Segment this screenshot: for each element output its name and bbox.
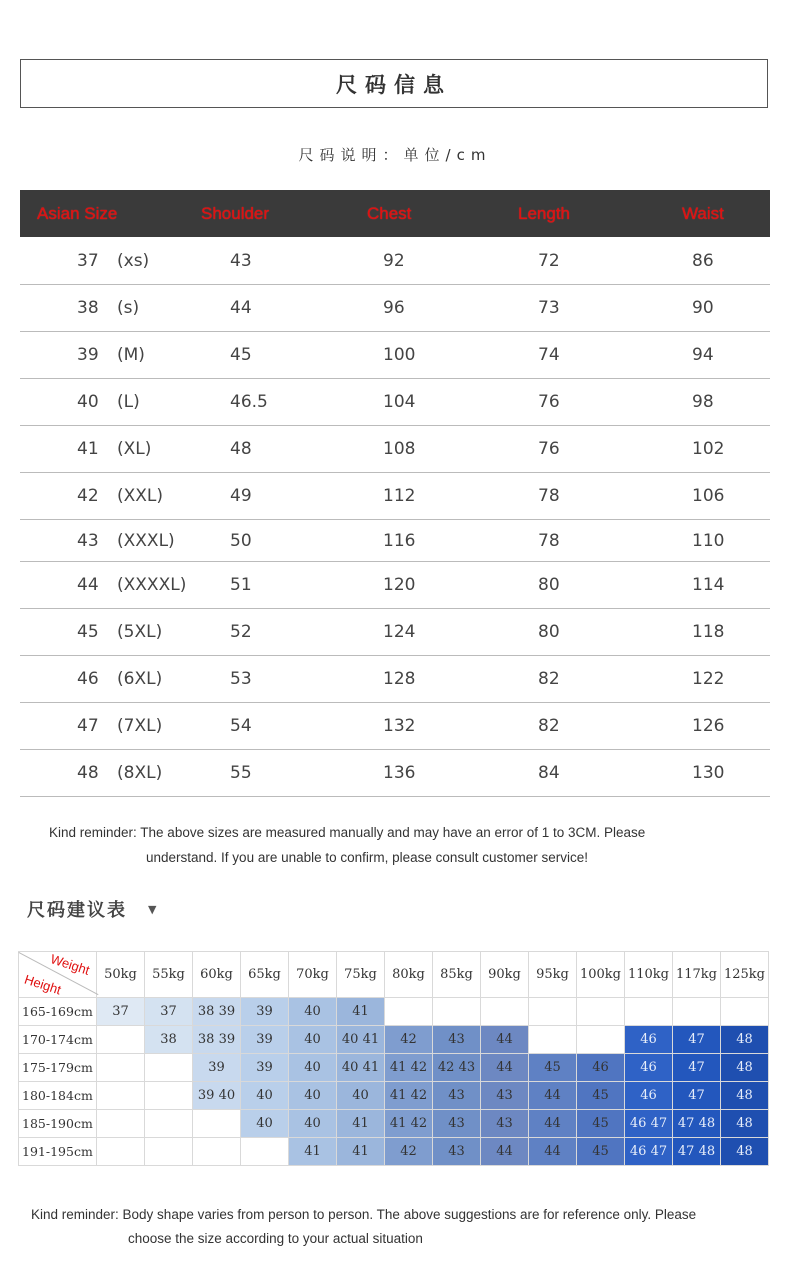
- size-cell-label: (5XL): [117, 622, 163, 642]
- size-suggestion-cell: 44: [529, 1138, 577, 1166]
- size-suggestion-cell: 39: [241, 1026, 289, 1054]
- size-cell-label: (8XL): [117, 763, 163, 783]
- size-suggestion-cell: 40: [289, 1054, 337, 1082]
- size-suggestion-cell: [145, 1110, 193, 1138]
- size-suggestion-cell: 43: [433, 1082, 481, 1110]
- size-cell-shoulder: 52: [230, 622, 252, 642]
- size-cell-length: 78: [538, 486, 560, 506]
- size-suggestion-cell: [145, 1138, 193, 1166]
- col-asian-size: Asian Size: [37, 204, 118, 223]
- size-suggestion-cell: 37: [97, 998, 145, 1026]
- size-cell-shoulder: 43: [230, 250, 252, 271]
- size-suggestion-cell: [577, 1026, 625, 1054]
- weight-header: 60kg: [193, 952, 241, 998]
- size-suggestion-cell: 45: [577, 1082, 625, 1110]
- table-row: [19, 1082, 769, 1110]
- size-cell-length: 80: [538, 575, 560, 595]
- size-suggestion-cell: 47: [673, 1054, 721, 1082]
- unit-note: 尺码说明：单位/cm: [298, 146, 492, 164]
- size-cell-waist: 98: [692, 392, 714, 412]
- size-cell-num: 40: [77, 392, 99, 412]
- recommend-title: 尺码建议表: [27, 900, 127, 921]
- size-suggestion-cell: 40 41: [337, 1026, 385, 1054]
- size-suggestion-cell: 42 43: [433, 1054, 481, 1082]
- size-suggestion-cell: 48: [721, 1054, 769, 1082]
- size-suggestion-cell: [97, 1054, 145, 1082]
- size-suggestion-cell: 48: [721, 1082, 769, 1110]
- col-shoulder: Shoulder: [201, 204, 270, 223]
- height-header: 175-179cm: [19, 1054, 97, 1082]
- size-suggestion-cell: 42: [385, 1026, 433, 1054]
- size-suggestion-cell: [721, 998, 769, 1026]
- size-cell-length: 82: [538, 716, 560, 736]
- size-suggestion-cell: 47 48: [673, 1110, 721, 1138]
- size-cell-chest: 128: [383, 669, 416, 689]
- size-suggestion-cell: 43: [481, 1110, 529, 1138]
- weight-header: 55kg: [145, 952, 193, 998]
- size-suggestion-cell: 48: [721, 1138, 769, 1166]
- size-suggestion-cell: [385, 998, 433, 1026]
- size-cell-waist: 114: [692, 575, 725, 595]
- size-suggestion-cell: [97, 1082, 145, 1110]
- size-suggestion-cell: 41 42: [385, 1110, 433, 1138]
- size-cell-num: 48: [77, 763, 99, 783]
- table-row: [19, 1138, 769, 1166]
- height-header: 180-184cm: [19, 1082, 97, 1110]
- size-cell-shoulder: 54: [230, 716, 252, 736]
- size-cell-shoulder: 50: [230, 530, 252, 551]
- size-suggestion-cell: 41: [337, 1138, 385, 1166]
- size-cell-chest: 116: [383, 530, 416, 551]
- size-cell-chest: 132: [383, 716, 416, 736]
- size-cell-num: 38: [77, 298, 99, 318]
- size-suggestion-cell: 47 48: [673, 1138, 721, 1166]
- size-cell-num: 37: [77, 250, 99, 271]
- size-cell-shoulder: 48: [230, 439, 252, 459]
- size-cell-num: 43: [77, 530, 99, 551]
- weight-label: Weight: [48, 951, 92, 978]
- size-suggestion-cell: 39 40: [193, 1082, 241, 1110]
- size-suggestion-cell: 38: [145, 1026, 193, 1054]
- table-row: [20, 473, 770, 520]
- weight-header-row: [19, 952, 769, 998]
- size-cell-chest: 100: [383, 345, 416, 365]
- dropdown-arrow-icon[interactable]: ▼: [148, 903, 157, 916]
- size-cell-label: (L): [117, 392, 140, 412]
- size-cell-waist: 110: [692, 530, 725, 551]
- size-cell-shoulder: 49: [230, 486, 252, 506]
- size-suggestion-cell: 39: [193, 1054, 241, 1082]
- size-suggestion-cell: [625, 998, 673, 1026]
- size-cell-chest: 96: [383, 298, 405, 318]
- weight-header: 100kg: [577, 952, 625, 998]
- size-cell-label: (XL): [117, 439, 152, 459]
- table-row: [20, 562, 770, 609]
- table-row: [20, 379, 770, 426]
- size-suggestion-cell: [97, 1026, 145, 1054]
- table-row: [19, 1110, 769, 1138]
- table-row: [20, 656, 770, 703]
- size-suggestion-cell: [433, 998, 481, 1026]
- reminder2-line-2: choose the size according to your actual situation: [128, 1231, 423, 1246]
- size-cell-label: (M): [117, 345, 145, 365]
- size-suggestion-cell: 43: [481, 1082, 529, 1110]
- height-header: 170-174cm: [19, 1026, 97, 1054]
- weight-header: 125kg: [721, 952, 769, 998]
- size-suggestion-cell: [481, 998, 529, 1026]
- size-cell-waist: 130: [692, 763, 725, 783]
- size-cell-length: 84: [538, 763, 560, 783]
- table-row: [20, 237, 770, 285]
- size-cell-shoulder: 55: [230, 763, 252, 783]
- reminder-line-1: Kind reminder: The above sizes are measured manually and may have an error of 1 to 3CM. Please: [49, 825, 646, 840]
- col-chest: Chest: [367, 204, 412, 223]
- weight-header: 110kg: [625, 952, 673, 998]
- size-suggestion-cell: 47: [673, 1026, 721, 1054]
- table-row: [20, 609, 770, 656]
- size-cell-num: 47: [77, 716, 99, 736]
- size-suggestion-cell: [577, 998, 625, 1026]
- size-cell-label: (xs): [117, 250, 150, 271]
- page-title: 尺码信息: [20, 59, 768, 108]
- size-table-header: [20, 190, 770, 237]
- reminder-line-2: understand. If you are unable to confirm, please consult customer service!: [146, 850, 588, 865]
- weight-header: 70kg: [289, 952, 337, 998]
- table-row: [19, 1026, 769, 1054]
- size-suggestion-cell: 43: [433, 1138, 481, 1166]
- corner-cell: [19, 952, 97, 998]
- size-recommendation-table: [18, 951, 769, 1166]
- size-cell-waist: 126: [692, 716, 725, 736]
- weight-header: 117kg: [673, 952, 721, 998]
- size-cell-shoulder: 46.5: [230, 392, 268, 412]
- size-cell-chest: 136: [383, 763, 416, 783]
- size-suggestion-cell: 41 42: [385, 1082, 433, 1110]
- size-cell-waist: 122: [692, 669, 725, 689]
- size-cell-num: 41: [77, 439, 99, 459]
- size-cell-label: (6XL): [117, 669, 163, 689]
- weight-header: 80kg: [385, 952, 433, 998]
- size-suggestion-cell: 43: [433, 1026, 481, 1054]
- size-suggestion-cell: [97, 1110, 145, 1138]
- size-suggestion-cell: 44: [481, 1138, 529, 1166]
- size-cell-chest: 108: [383, 439, 416, 459]
- size-cell-shoulder: 53: [230, 669, 252, 689]
- size-suggestion-cell: [97, 1138, 145, 1166]
- weight-header: 65kg: [241, 952, 289, 998]
- height-header: 165-169cm: [19, 998, 97, 1026]
- size-cell-length: 82: [538, 669, 560, 689]
- size-suggestion-cell: 41: [337, 998, 385, 1026]
- size-suggestion-cell: 41: [337, 1110, 385, 1138]
- size-suggestion-cell: 46: [625, 1026, 673, 1054]
- size-suggestion-cell: 44: [481, 1026, 529, 1054]
- table-row: [20, 750, 770, 797]
- size-table: [20, 190, 770, 797]
- size-suggestion-cell: 43: [433, 1110, 481, 1138]
- size-cell-shoulder: 44: [230, 298, 252, 318]
- size-suggestion-cell: 40: [241, 1110, 289, 1138]
- size-cell-chest: 92: [383, 250, 405, 271]
- size-cell-num: 39: [77, 345, 99, 365]
- size-suggestion-cell: [241, 1138, 289, 1166]
- size-suggestion-cell: 39: [241, 998, 289, 1026]
- size-cell-length: 74: [538, 345, 560, 365]
- size-cell-shoulder: 51: [230, 575, 252, 595]
- size-suggestion-cell: 45: [577, 1138, 625, 1166]
- size-suggestion-cell: 40: [289, 1082, 337, 1110]
- size-suggestion-cell: [529, 998, 577, 1026]
- size-suggestion-cell: 40: [289, 1110, 337, 1138]
- size-cell-label: (XXL): [117, 486, 164, 506]
- size-suggestion-cell: 41: [289, 1138, 337, 1166]
- size-cell-num: 44: [77, 575, 99, 595]
- size-cell-length: 73: [538, 298, 560, 318]
- size-suggestion-cell: 46: [577, 1054, 625, 1082]
- size-cell-waist: 106: [692, 486, 725, 506]
- size-cell-label: (XXXL): [117, 530, 175, 551]
- size-suggestion-cell: [145, 1082, 193, 1110]
- table-row: [20, 285, 770, 332]
- size-suggestion-cell: 46 47: [625, 1110, 673, 1138]
- weight-header: 50kg: [97, 952, 145, 998]
- size-cell-waist: 102: [692, 439, 725, 459]
- size-suggestion-cell: 44: [529, 1110, 577, 1138]
- size-suggestion-cell: 40: [289, 998, 337, 1026]
- size-suggestion-cell: 38 39: [193, 1026, 241, 1054]
- size-suggestion-cell: 45: [577, 1110, 625, 1138]
- size-suggestion-cell: [193, 1110, 241, 1138]
- col-waist: Waist: [682, 204, 724, 223]
- size-cell-chest: 120: [383, 575, 416, 595]
- size-suggestion-cell: 39: [241, 1054, 289, 1082]
- size-cell-length: 76: [538, 392, 560, 412]
- weight-header: 95kg: [529, 952, 577, 998]
- size-suggestion-cell: 38 39: [193, 998, 241, 1026]
- size-suggestion-cell: 40 41: [337, 1054, 385, 1082]
- size-cell-length: 72: [538, 250, 560, 271]
- height-header: 185-190cm: [19, 1110, 97, 1138]
- size-suggestion-cell: 42: [385, 1138, 433, 1166]
- size-cell-chest: 124: [383, 622, 416, 642]
- table-row: [20, 426, 770, 473]
- size-suggestion-cell: [673, 998, 721, 1026]
- size-cell-num: 45: [77, 622, 99, 642]
- size-suggestion-cell: [193, 1138, 241, 1166]
- size-suggestion-cell: 46: [625, 1054, 673, 1082]
- size-cell-chest: 112: [383, 486, 416, 506]
- reminder2-line-1: Kind reminder: Body shape varies from person to person. The above suggestions are for reference only. Please: [31, 1207, 697, 1222]
- size-suggestion-cell: [145, 1054, 193, 1082]
- table-row: [19, 998, 769, 1026]
- size-cell-label: (7XL): [117, 716, 163, 736]
- size-cell-waist: 118: [692, 622, 725, 642]
- size-table-body: [20, 237, 770, 797]
- table-row: [20, 520, 770, 562]
- size-cell-waist: 94: [692, 345, 714, 365]
- size-cell-length: 76: [538, 439, 560, 459]
- size-suggestion-cell: 46 47: [625, 1138, 673, 1166]
- size-suggestion-cell: 37: [145, 998, 193, 1026]
- size-suggestion-cell: 40: [241, 1082, 289, 1110]
- size-cell-num: 46: [77, 669, 99, 689]
- size-cell-waist: 90: [692, 298, 714, 318]
- size-suggestion-cell: 44: [481, 1054, 529, 1082]
- size-cell-label: (XXXXL): [117, 575, 187, 595]
- size-cell-waist: 86: [692, 250, 714, 271]
- size-suggestion-cell: 48: [721, 1026, 769, 1054]
- size-suggestion-cell: 45: [529, 1054, 577, 1082]
- size-cell-length: 78: [538, 530, 560, 551]
- weight-header: 90kg: [481, 952, 529, 998]
- size-cell-num: 42: [77, 486, 99, 506]
- size-suggestion-cell: [529, 1026, 577, 1054]
- size-suggestion-cell: 47: [673, 1082, 721, 1110]
- table-row: [20, 332, 770, 379]
- height-label: Height: [22, 971, 63, 998]
- size-cell-chest: 104: [383, 392, 416, 412]
- height-header: 191-195cm: [19, 1138, 97, 1166]
- size-cell-label: (s): [117, 298, 140, 318]
- table-row: [20, 703, 770, 750]
- size-suggestion-cell: 46: [625, 1082, 673, 1110]
- size-suggestion-cell: 41 42: [385, 1054, 433, 1082]
- size-cell-shoulder: 45: [230, 345, 252, 365]
- weight-header: 75kg: [337, 952, 385, 998]
- size-cell-length: 80: [538, 622, 560, 642]
- weight-header: 85kg: [433, 952, 481, 998]
- size-suggestion-cell: 48: [721, 1110, 769, 1138]
- size-suggestion-cell: 40: [289, 1026, 337, 1054]
- table-row: [19, 1054, 769, 1082]
- col-length: Length: [518, 204, 570, 223]
- size-suggestion-cell: 40: [337, 1082, 385, 1110]
- size-suggestion-cell: 44: [529, 1082, 577, 1110]
